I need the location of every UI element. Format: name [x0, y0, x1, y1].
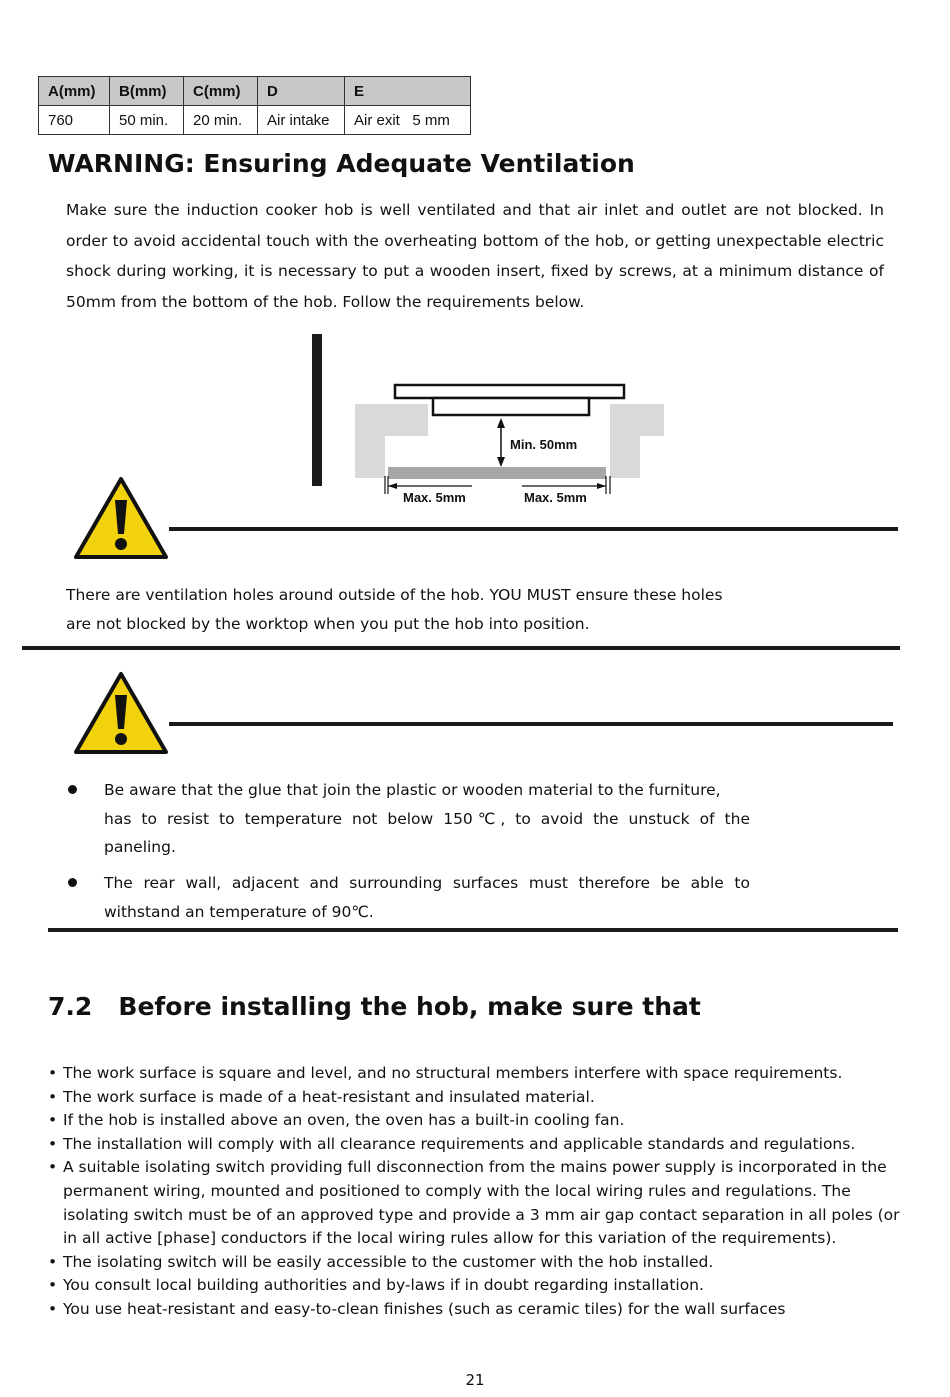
value-b: 50 min. [110, 106, 184, 135]
list-bullet: • [48, 1252, 58, 1271]
header-d: D [258, 77, 345, 106]
list-bullet: • [48, 1276, 58, 1295]
diagram-max-right-label: Max. 5mm [524, 490, 587, 505]
section-rule-2 [48, 928, 898, 932]
diagram-worktop-left [355, 404, 428, 478]
diagram-arrow-right-head [597, 483, 606, 489]
warning-paragraph: Make sure the induction cooker hob is well ventilated and that air inlet and outlet are not blocked. In order to avoid accidental touch with the overheating bottom of the hob, or getting unexpectable electric shock during working, it is necessary to put a wooden insert, fixed by screws, at a minimum distance of 50mm from the bottom of the hob. Follow the requirements below. [66, 201, 884, 311]
header-e: E [345, 77, 471, 106]
caution-bullet-1-line-3: paneling. [104, 838, 176, 856]
bullet-dot [68, 785, 77, 794]
list-item [48, 1062, 908, 1086]
list-bullet: • [48, 1299, 58, 1318]
ventilation-note-line-1: There are ventilation holes around outside of the hob. YOU MUST ensure these holes [66, 586, 723, 604]
list-item [48, 1274, 908, 1298]
warning-rule-2 [169, 722, 893, 726]
diagram-arrow-left-head [388, 483, 397, 489]
bullet-dot [68, 878, 77, 887]
section-title: 7.2 Before installing the hob, make sure that [48, 992, 701, 1021]
value-a: 760 [39, 106, 110, 135]
diagram-worktop-right [610, 404, 664, 478]
list-bullet: • [48, 1064, 58, 1082]
list-item-text: If the hob is installed above an oven, the oven has a built-in cooling fan. [63, 1111, 625, 1130]
diagram-min-label: Min. 50mm [510, 437, 578, 452]
installation-diagram [300, 330, 680, 510]
diagram-arrow-head-down [497, 457, 505, 467]
header-b: B(mm) [110, 77, 184, 106]
diagram-wooden-insert [388, 467, 606, 479]
dimensions-header-row [39, 77, 471, 106]
list-bullet: • [48, 1134, 58, 1153]
list-item [48, 1133, 908, 1157]
list-item [48, 1086, 908, 1110]
list-item-text: A suitable isolating switch providing full disconnection from the mains power supply is incorporated in the permanent wiring, mounted and positioned to comply with the local wiring rules and regulations. The isolating switch must be of an approved type and provide a 3 mm air gap contact separation in all poles (or in all active [phase] conductors if the local wiring rules allow for this variation of the requirements). [63, 1158, 900, 1248]
list-item-text: The work surface is made of a heat-resistant and insulated material. [63, 1087, 595, 1106]
warning-triangle-icon [73, 476, 169, 560]
warning-title: WARNING: Ensuring Adequate Ventilation [48, 149, 635, 178]
list-item [48, 1109, 908, 1133]
list-item [48, 1156, 908, 1250]
list-item-text: You use heat-resistant and easy-to-clean finishes (such as ceramic tiles) for the wall surfaces [63, 1299, 786, 1318]
caution-bullet-2-line-1: The rear wall, adjacent and surrounding surfaces must therefore be able to [104, 874, 750, 892]
caution-bullet-2 [104, 869, 750, 926]
warning-triangle-icon [73, 671, 169, 755]
list-item [48, 1251, 908, 1275]
caution-bullet-2-line-2: withstand an temperature of 90℃. [104, 902, 374, 921]
dimensions-table [38, 76, 471, 135]
value-e: Air exit 5 mm [345, 106, 471, 135]
list-item-text: You consult local building authorities and by-laws if in doubt regarding installation. [63, 1276, 704, 1295]
header-a: A(mm) [39, 77, 110, 106]
installation-checklist [48, 1062, 908, 1322]
caution-bullet-1-line-2: has to resist to temperature not below 150℃, to avoid the unstuck of the [104, 809, 750, 828]
diagram-hob-glass [395, 385, 624, 398]
list-bullet: • [48, 1158, 58, 1177]
list-bullet: • [48, 1111, 58, 1130]
list-bullet: • [48, 1087, 58, 1106]
page-number: 21 [465, 1371, 485, 1389]
list-item-text: The installation will comply with all clearance requirements and applicable standards and regulations. [63, 1134, 856, 1153]
diagram-max-left-label: Max. 5mm [403, 490, 466, 505]
caution-bullet-1-line-1: Be aware that the glue that join the plastic or wooden material to the furniture, [104, 781, 721, 799]
list-item-text: The work surface is square and level, and no structural members interfere with space requirements. [63, 1064, 843, 1082]
header-c: C(mm) [184, 77, 258, 106]
diagram-hob-body [433, 398, 589, 415]
value-d: Air intake [258, 106, 345, 135]
ventilation-note-line-2: are not blocked by the worktop when you put the hob into position. [66, 615, 590, 633]
list-item [48, 1298, 908, 1322]
warning-rule-1 [169, 527, 898, 531]
diagram-arrow-head-up [497, 418, 505, 428]
diagram-wall [312, 334, 322, 486]
value-c: 20 min. [184, 106, 258, 135]
dimensions-value-row [39, 106, 471, 135]
section-rule-1 [22, 646, 900, 650]
caution-bullet-1 [104, 776, 750, 862]
list-item-text: The isolating switch will be easily accessible to the customer with the hob installed. [63, 1252, 714, 1271]
